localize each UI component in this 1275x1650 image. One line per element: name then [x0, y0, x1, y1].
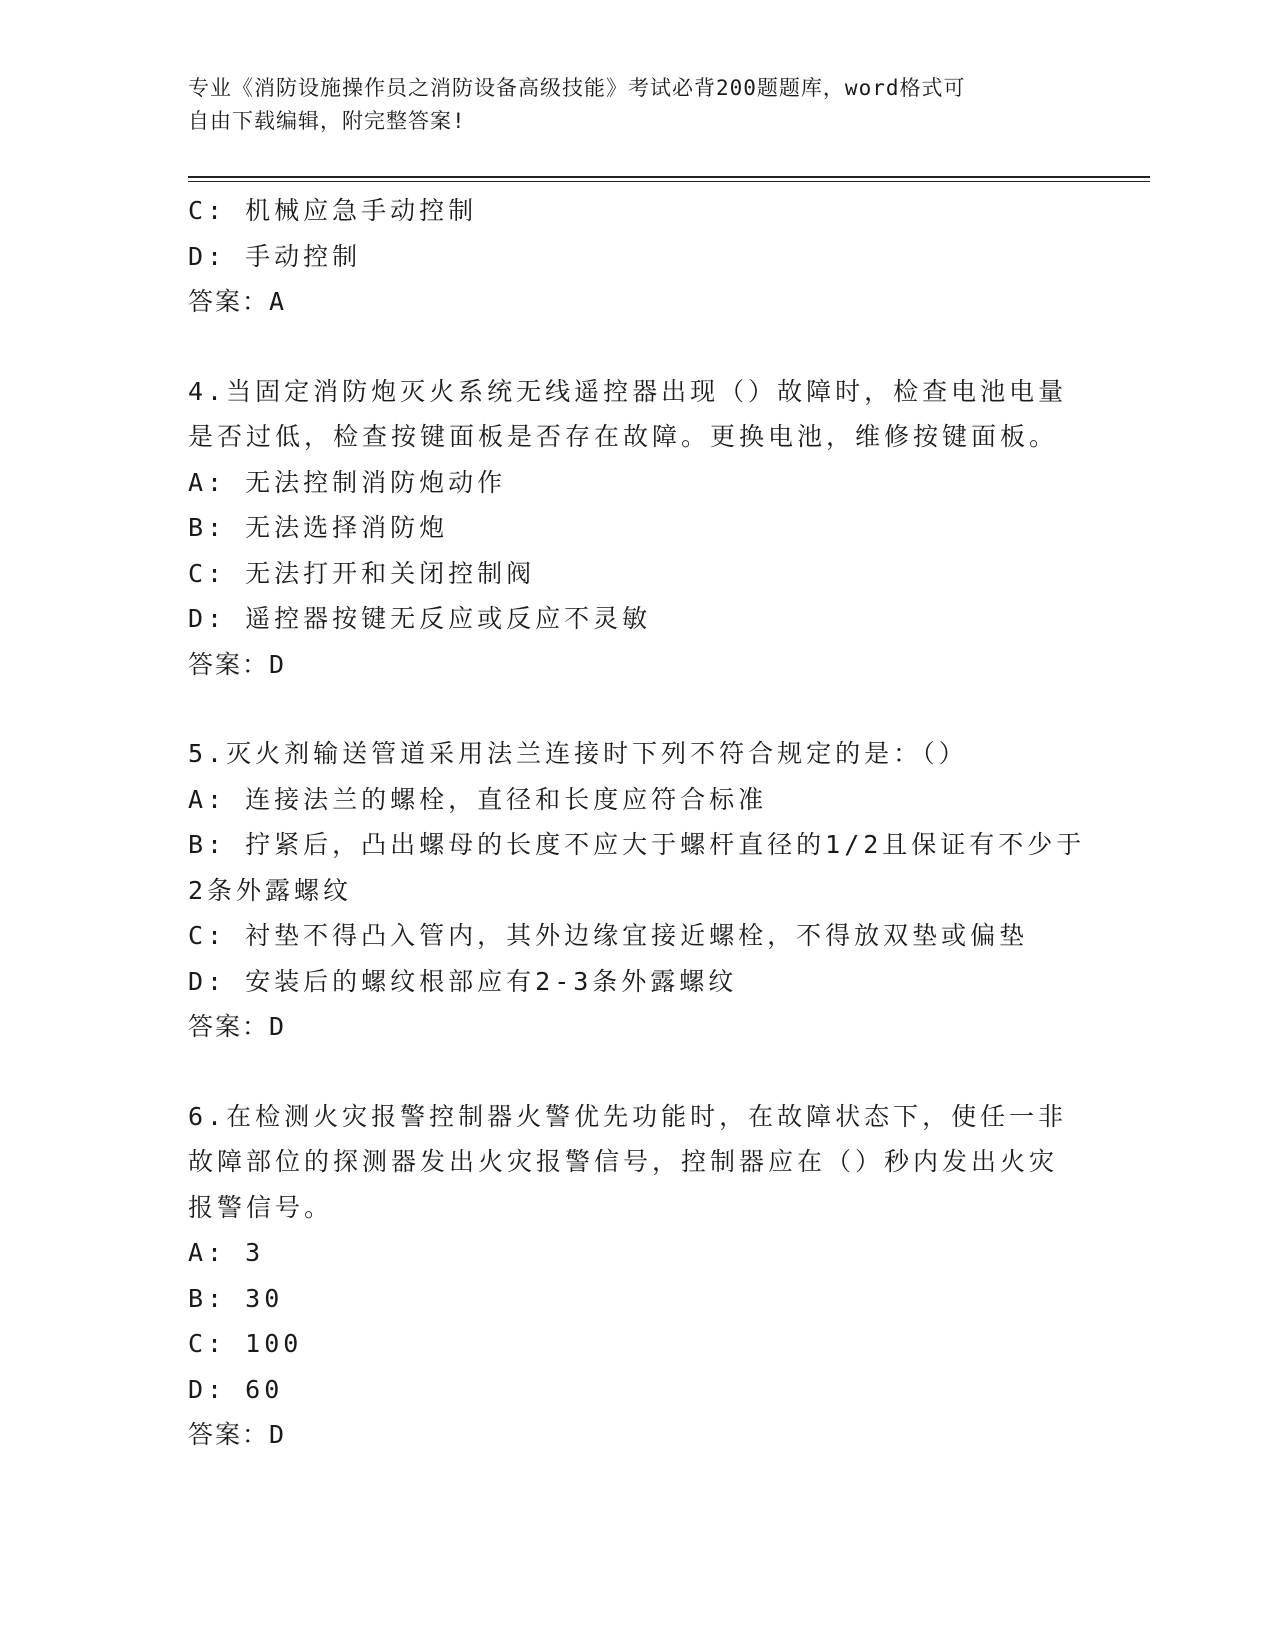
- spacer: [188, 1050, 1088, 1094]
- question-3-continued: [188, 188, 1088, 325]
- answer: 答案：D: [188, 1012, 287, 1041]
- option-c: C: 无法打开和关闭控制阀: [188, 558, 536, 588]
- option-a: A: 3: [188, 1238, 265, 1267]
- option-c: C: 衬垫不得凸入管内，其外边缘宜接近螺栓，不得放双垫或偏垫: [188, 921, 1029, 950]
- option-c: C: 机械应急手动控制: [188, 196, 478, 225]
- question-stem: 是否过低，检查按键面板是否存在故障。更换电池，维修按键面板。: [188, 422, 1059, 451]
- spacer: [188, 687, 1088, 731]
- option-b-continued: 2条外露螺纹: [188, 875, 353, 905]
- question-6: [188, 1094, 1088, 1458]
- question-stem: 5.灭火剂输送管道采用法兰连接时下列不符合规定的是：（）: [188, 739, 968, 768]
- option-d: D: 手动控制: [188, 241, 362, 271]
- option-c: C: 100: [188, 1329, 303, 1358]
- option-d: D: 遥控器按键无反应或反应不灵敏: [188, 604, 652, 633]
- header-divider-thin: [188, 181, 1150, 182]
- question-stem: 故障部位的探测器发出火灾报警信号，控制器应在（）秒内发出火灾: [188, 1147, 1059, 1176]
- answer: 答案：D: [188, 1420, 287, 1449]
- spacer: [188, 325, 1088, 369]
- option-b: B: 30: [188, 1283, 284, 1313]
- question-list: [188, 188, 1088, 1458]
- option-d: D: 安装后的螺纹根部应有2-3条外露螺纹: [188, 966, 738, 996]
- option-a: A: 连接法兰的螺栓，直径和长度应符合标准: [188, 784, 768, 814]
- option-d: D: 60: [188, 1374, 284, 1404]
- header-line-1: 专业《消防设施操作员之消防设备高级技能》考试必背200题题库，word格式可: [188, 76, 966, 100]
- header-divider-thick: [188, 176, 1150, 178]
- question-stem: 4.当固定消防炮灭火系统无线遥控器出现（）故障时，检查电池电量: [188, 376, 1068, 406]
- question-stem: 报警信号。: [188, 1192, 334, 1222]
- answer: 答案：D: [188, 649, 287, 679]
- question-5: [188, 731, 1088, 1050]
- question-stem: 6.在检测火灾报警控制器火警优先功能时，在故障状态下，使任一非: [188, 1101, 1068, 1131]
- header-line-2: 自由下载编辑，附完整答案!: [188, 109, 466, 133]
- option-b: B: 拧紧后，凸出螺母的长度不应大于螺杆直径的1/2且保证有不少于: [188, 830, 1086, 859]
- option-a: A: 无法控制消防炮动作: [188, 467, 507, 497]
- question-4: [188, 369, 1088, 688]
- answer: 答案：A: [188, 287, 287, 316]
- document-header: [188, 72, 1068, 138]
- option-b: B: 无法选择消防炮: [188, 513, 449, 542]
